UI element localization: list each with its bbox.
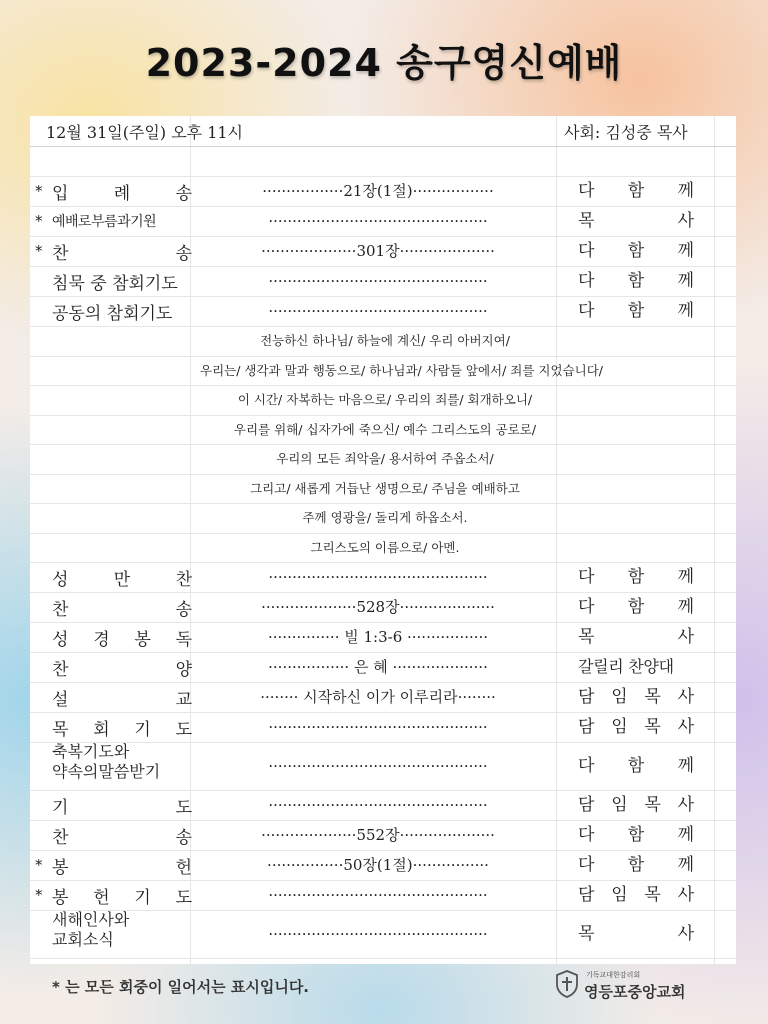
item-name-line: 교회소식: [52, 930, 114, 949]
item-name: [52, 910, 192, 958]
item-leader: [578, 266, 694, 296]
item-detail: ··············································: [268, 272, 488, 290]
item-detail: ··············· 빌 1:3-6 ·················: [267, 628, 489, 646]
item-leader-char: 께: [677, 597, 694, 617]
item-leader-char: 사: [677, 687, 694, 707]
program-item: [30, 592, 736, 623]
item-name-char: 찬: [52, 827, 69, 848]
item-leader-char: 함: [627, 181, 645, 201]
standing-marker: *: [35, 182, 43, 200]
item-leader-char: 께: [677, 855, 694, 875]
item-leader-char: 목: [578, 924, 595, 944]
prayer-row: [30, 533, 736, 564]
program-item: [30, 790, 736, 821]
item-leader-char: 목: [644, 885, 661, 905]
item-leader-char: 함: [627, 855, 645, 875]
item-name-char: 도: [175, 887, 192, 908]
item-leader-char: 께: [677, 567, 694, 587]
item-name: [52, 742, 192, 790]
item-leader-char: 임: [611, 717, 628, 737]
item-detail: ··············································: [268, 886, 488, 904]
item-name: [52, 850, 192, 880]
standing-marker: *: [35, 856, 43, 874]
item-leader: [578, 910, 694, 958]
item-name-char: 기: [134, 887, 151, 908]
prayer-row: [30, 385, 736, 416]
item-detail: ····················552장····················: [261, 826, 495, 844]
prayer-row: [30, 326, 736, 357]
item-name: 공동의 참회기도: [52, 303, 173, 324]
order-of-worship-sheet: [30, 116, 736, 964]
item-name: [52, 592, 192, 622]
program-item: [30, 206, 736, 237]
item-name-char: 만: [113, 569, 131, 590]
item-leader-char: 다: [578, 855, 595, 875]
item-leader-char: 사: [677, 717, 694, 737]
item-name: [52, 790, 192, 820]
item-detail: ··············································: [268, 925, 488, 943]
item-name-char: 양: [175, 659, 192, 680]
item-leader-char: 함: [627, 756, 645, 776]
prayer-line: 우리는/ 생각과 말과 행동으로/ 하나님과/ 사람들 앞에서/ 죄를 지었습니다/: [200, 362, 604, 378]
item-leader-char: 께: [677, 825, 694, 845]
item-leader: [578, 820, 694, 850]
item-leader-char: 임: [611, 795, 628, 815]
item-detail: ····················528장····················: [261, 598, 495, 616]
item-name-char: 송: [175, 183, 192, 204]
item-leader-char: 께: [677, 181, 694, 201]
page-title: 2023-2024 송구영신예배: [145, 41, 623, 85]
item-detail: ··············································: [268, 302, 488, 320]
standing-marker: *: [35, 886, 43, 904]
item-name-char: 찬: [52, 243, 69, 264]
item-leader-char: 함: [627, 567, 645, 587]
item-leader-char: 담: [578, 795, 595, 815]
item-name-char: 도: [175, 797, 192, 818]
program-item: [30, 820, 736, 851]
prayer-row: [30, 474, 736, 505]
item-leader-char: 함: [627, 301, 645, 321]
item-name: [52, 176, 192, 206]
item-leader-char: 사: [677, 885, 694, 905]
item-detail: ··············································: [268, 212, 488, 230]
item-leader-char: 목: [578, 627, 595, 647]
item-leader-char: 함: [627, 825, 645, 845]
item-leader-char: 목: [644, 687, 661, 707]
item-name-char: 송: [175, 827, 192, 848]
item-name: [52, 622, 192, 652]
item-leader-char: 다: [578, 301, 595, 321]
item-detail: ··············································: [268, 568, 488, 586]
item-leader-char: 함: [627, 597, 645, 617]
prayer-row: [30, 503, 736, 534]
program-item: [30, 296, 736, 327]
item-name-char: 경: [93, 629, 110, 650]
item-name: 침묵 중 참회기도: [52, 273, 178, 294]
item-name-char: 성: [52, 629, 69, 650]
item-name-line: 새해인사와: [52, 910, 130, 929]
program-item: [30, 236, 736, 267]
item-name-char: 례: [113, 183, 131, 204]
item-leader-char: 께: [677, 241, 694, 261]
prayer-line: 주께 영광을/ 돌리게 하옵소서.: [302, 510, 468, 525]
item-name-char: 회: [93, 719, 110, 740]
item-name-char: 송: [175, 599, 192, 620]
prayer-row: [30, 444, 736, 475]
item-leader: [578, 790, 694, 820]
item-name-char: 기: [52, 797, 69, 818]
item-detail: ··············································: [268, 796, 488, 814]
item-leader-char: 다: [578, 825, 595, 845]
item-leader-char: 다: [578, 181, 595, 201]
item-leader-char: 사: [677, 627, 694, 647]
item-name-char: 봉: [52, 857, 69, 878]
item-name-char: 독: [175, 629, 192, 650]
item-name: [52, 880, 192, 910]
denomination-label: 기독교대한감리회: [586, 971, 641, 979]
program-item: [30, 712, 736, 743]
item-name-char: 봉: [52, 887, 69, 908]
item-name-char: 기: [134, 719, 151, 740]
item-leader: [578, 592, 694, 622]
item-leader-char: 사: [677, 795, 694, 815]
prayer-line: 전능하신 하나님/ 하늘에 계신/ 우리 아버지여/: [260, 333, 510, 348]
item-leader-char: 담: [578, 717, 595, 737]
item-name: 예배로부름과기원: [52, 214, 157, 230]
item-name-char: 봉: [134, 629, 151, 650]
church-logo: [556, 968, 726, 1008]
item-leader: [578, 236, 694, 266]
item-name: [52, 652, 192, 682]
church-name: 영등포중앙교회: [584, 983, 686, 1001]
item-name-char: 성: [52, 569, 69, 590]
header-row: [30, 116, 736, 147]
church-shield-icon: [556, 970, 578, 998]
item-detail: ········ 시작하신 이가 이루리라········: [260, 688, 496, 706]
standing-marker: *: [35, 212, 43, 230]
program-item: [30, 562, 736, 593]
item-name-char: 찬: [52, 659, 69, 680]
item-leader-char: 임: [611, 687, 628, 707]
prayer-line: 그리스도의 이름으로/ 아멘.: [310, 539, 460, 555]
item-detail: ··············································: [268, 757, 488, 775]
item-leader: [578, 296, 694, 326]
item-leader: [578, 562, 694, 592]
program-item: [30, 652, 736, 683]
item-leader: [578, 880, 694, 910]
item-leader-char: 목: [578, 211, 595, 231]
item-name-char: 도: [175, 719, 192, 740]
item-name: [52, 236, 192, 266]
item-detail: ················· 은 혜 ····················: [268, 658, 488, 676]
program-item: [30, 742, 736, 791]
item-leader-char: 목: [644, 795, 661, 815]
item-name-char: 입: [52, 183, 69, 204]
item-leader-char: 사: [677, 924, 694, 944]
item-leader-char: 다: [578, 271, 595, 291]
item-leader-char: 목: [644, 717, 661, 737]
item-leader-char: 함: [627, 241, 645, 261]
item-name-char: 찬: [52, 599, 69, 620]
item-name: [52, 682, 192, 712]
item-name-char: 찬: [175, 569, 192, 590]
item-name-char: 송: [175, 243, 192, 264]
item-leader: [578, 622, 694, 652]
prayer-row: [30, 356, 736, 387]
item-detail: ····················301장····················: [261, 242, 495, 260]
prayer-row: [30, 415, 736, 446]
standing-marker: *: [35, 242, 43, 260]
item-leader-char: 다: [578, 567, 595, 587]
item-name-char: 교: [175, 689, 192, 710]
item-leader: [578, 682, 694, 712]
program-item: [30, 622, 736, 653]
item-name: [52, 820, 192, 850]
footer-note: * 는 모든 회중이 일어서는 표시입니다.: [52, 978, 310, 996]
item-name-line: 축복기도와: [52, 742, 130, 761]
program-item: [30, 266, 736, 297]
item-leader-char: 담: [578, 885, 595, 905]
program-item: [30, 910, 736, 959]
item-leader: [578, 742, 694, 790]
spacer-row: [30, 146, 736, 177]
item-leader-char: 임: [611, 885, 628, 905]
item-leader-char: 함: [627, 271, 645, 291]
service-leader: 사회: 김성중 목사: [564, 123, 688, 142]
prayer-line: 그리고/ 새롭게 거듭난 생명으로/ 주님을 예배하고: [250, 480, 520, 496]
item-detail: ················50장(1절)················: [267, 856, 489, 874]
item-name-char: 헌: [93, 887, 110, 908]
item-name: [52, 562, 192, 592]
item-detail: ··············································: [268, 718, 488, 736]
item-leader-char: 다: [578, 241, 595, 261]
prayer-line: 이 시간/ 자복하는 마음으로/ 우리의 죄를/ 회개하오니/: [237, 392, 533, 407]
item-detail: ·················21장(1절)·················: [262, 182, 494, 200]
item-leader: [578, 850, 694, 880]
prayer-line: 우리를 위해/ 십자가에 죽으신/ 예수 그리스도의 공로로/: [233, 421, 537, 437]
prayer-line: 우리의 모든 죄악을/ 용서하여 주옵소서/: [276, 451, 494, 466]
item-leader-char: 다: [578, 756, 595, 776]
item-leader: [578, 712, 694, 742]
item-leader-char: 께: [677, 301, 694, 321]
service-date: 12월 31일(주일) 오후 11시: [46, 123, 244, 142]
item-leader-char: 사: [677, 211, 694, 231]
program-item: [30, 176, 736, 207]
item-leader-char: 께: [677, 271, 694, 291]
item-leader: 갈릴리 찬양대: [578, 657, 674, 676]
item-leader: [578, 206, 694, 236]
item-name-char: 헌: [175, 857, 192, 878]
program-item: [30, 682, 736, 713]
item-leader-char: 다: [578, 597, 595, 617]
item-leader: [578, 176, 694, 206]
item-name: [52, 712, 192, 742]
item-name-char: 목: [52, 719, 69, 740]
program-item: [30, 880, 736, 911]
item-name-line: 약속의말씀받기: [52, 762, 161, 781]
item-leader-char: 담: [578, 687, 595, 707]
item-leader-char: 께: [677, 756, 694, 776]
program-item: [30, 850, 736, 881]
item-name-char: 설: [52, 689, 69, 710]
